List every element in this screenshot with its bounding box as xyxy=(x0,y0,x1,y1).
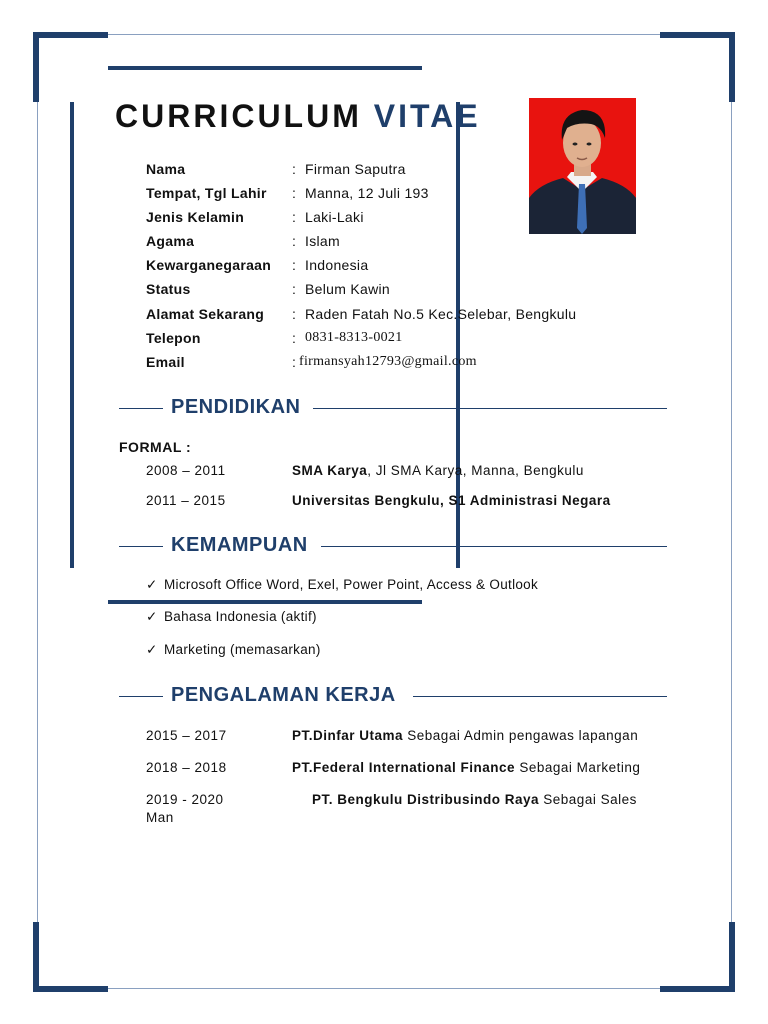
corner-bottom-right xyxy=(660,986,735,992)
info-label: Tempat, Tgl Lahir xyxy=(146,185,267,201)
skill-item xyxy=(146,609,317,625)
info-value: Firman Saputra xyxy=(305,161,406,177)
corner-bottom-left xyxy=(33,986,108,992)
corner-bottom-left-v xyxy=(33,922,39,992)
info-value: Raden Fatah No.5 Kec.Selebar, Bengkulu xyxy=(305,306,577,322)
heading-rule xyxy=(413,696,667,697)
education-years: 2008 – 2011 xyxy=(146,463,226,478)
work-role: Sebagai Admin pengawas lapangan xyxy=(403,728,639,743)
work-years: 2018 – 2018 xyxy=(146,760,227,775)
info-separator: : xyxy=(292,330,296,346)
info-label: Email xyxy=(146,354,185,370)
info-label: Telepon xyxy=(146,330,201,346)
info-value: 0831-8313-0021 xyxy=(305,330,403,345)
heading-rule xyxy=(321,546,667,547)
info-separator: : xyxy=(292,161,296,177)
info-value: Indonesia xyxy=(305,257,369,273)
title-main: CURRICULUM xyxy=(115,98,362,134)
skill-text: Bahasa Indonesia (aktif) xyxy=(164,609,317,624)
info-value: Islam xyxy=(305,233,340,249)
deco-left-vbar xyxy=(70,102,74,568)
work-company: PT.Federal International Finance xyxy=(292,760,516,775)
section-heading-kemampuan xyxy=(119,534,667,558)
section-heading-pengalaman xyxy=(119,684,667,708)
info-separator: : xyxy=(292,354,296,370)
skill-text: Marketing (memasarkan) xyxy=(164,642,321,657)
page-title xyxy=(115,98,481,135)
deco-top-bar xyxy=(108,66,422,70)
info-label: Nama xyxy=(146,161,186,177)
info-value: Laki-Laki xyxy=(305,209,364,225)
profile-photo xyxy=(529,98,636,234)
info-value: Belum Kawin xyxy=(305,281,391,297)
heading-text: PENDIDIKAN xyxy=(171,396,301,418)
work-desc xyxy=(292,728,638,743)
heading-text: PENGALAMAN KERJA xyxy=(171,684,396,706)
section-heading-pendidikan xyxy=(119,396,667,420)
corner-bottom-right-v xyxy=(729,922,735,992)
education-detail: , Jl SMA Karya, Manna, Bengkulu xyxy=(367,463,584,478)
info-value: firmansyah12793@gmail.com xyxy=(299,354,477,369)
work-desc xyxy=(312,792,637,807)
formal-label: FORMAL : xyxy=(119,439,192,455)
heading-rule xyxy=(119,408,163,409)
skill-item xyxy=(146,577,538,593)
corner-top-right-v xyxy=(729,32,735,102)
heading-rule xyxy=(313,408,667,409)
education-years: 2011 – 2015 xyxy=(146,493,226,508)
work-desc xyxy=(292,760,640,775)
info-separator: : xyxy=(292,233,296,249)
check-icon: ✓ xyxy=(146,609,158,624)
heading-text: KEMAMPUAN xyxy=(171,534,308,556)
info-separator: : xyxy=(292,306,296,322)
check-icon: ✓ xyxy=(146,577,158,592)
info-label: Status xyxy=(146,281,191,297)
check-icon: ✓ xyxy=(146,642,158,657)
info-separator: : xyxy=(292,281,296,297)
work-company: PT. Bengkulu Distribusindo Raya xyxy=(312,792,540,807)
skill-item xyxy=(146,642,321,658)
education-desc xyxy=(292,493,611,508)
info-separator: : xyxy=(292,185,296,201)
work-role: Sebagai Sales xyxy=(539,792,637,807)
info-label: Kewarganegaraan xyxy=(146,257,272,273)
education-school: SMA Karya xyxy=(292,463,368,478)
work-years: 2019 - 2020 xyxy=(146,792,224,807)
info-label: Agama xyxy=(146,233,195,249)
portrait-icon xyxy=(529,98,636,234)
heading-rule xyxy=(119,546,163,547)
info-label: Alamat Sekarang xyxy=(146,306,265,322)
education-desc xyxy=(292,463,584,478)
heading-rule xyxy=(119,696,163,697)
corner-top-left xyxy=(33,32,108,38)
title-accent: VITAE xyxy=(373,98,481,134)
info-label: Jenis Kelamin xyxy=(146,209,245,225)
work-years: 2015 – 2017 xyxy=(146,728,227,743)
education-school: Universitas Bengkulu, S1 Administrasi Negara xyxy=(292,493,611,508)
work-role-continued: Man xyxy=(146,810,174,825)
corner-top-left-v xyxy=(33,32,39,102)
corner-top-right xyxy=(660,32,735,38)
info-separator: : xyxy=(292,209,296,225)
info-value: Manna, 12 Juli 193 xyxy=(305,185,429,201)
info-separator: : xyxy=(292,257,296,273)
work-company: PT.Dinfar Utama xyxy=(292,728,404,743)
skill-text: Microsoft Office Word, Exel, Power Point, Access & Outlook xyxy=(164,577,539,592)
deco-mid-bar xyxy=(108,600,422,604)
work-role: Sebagai Marketing xyxy=(515,760,641,775)
